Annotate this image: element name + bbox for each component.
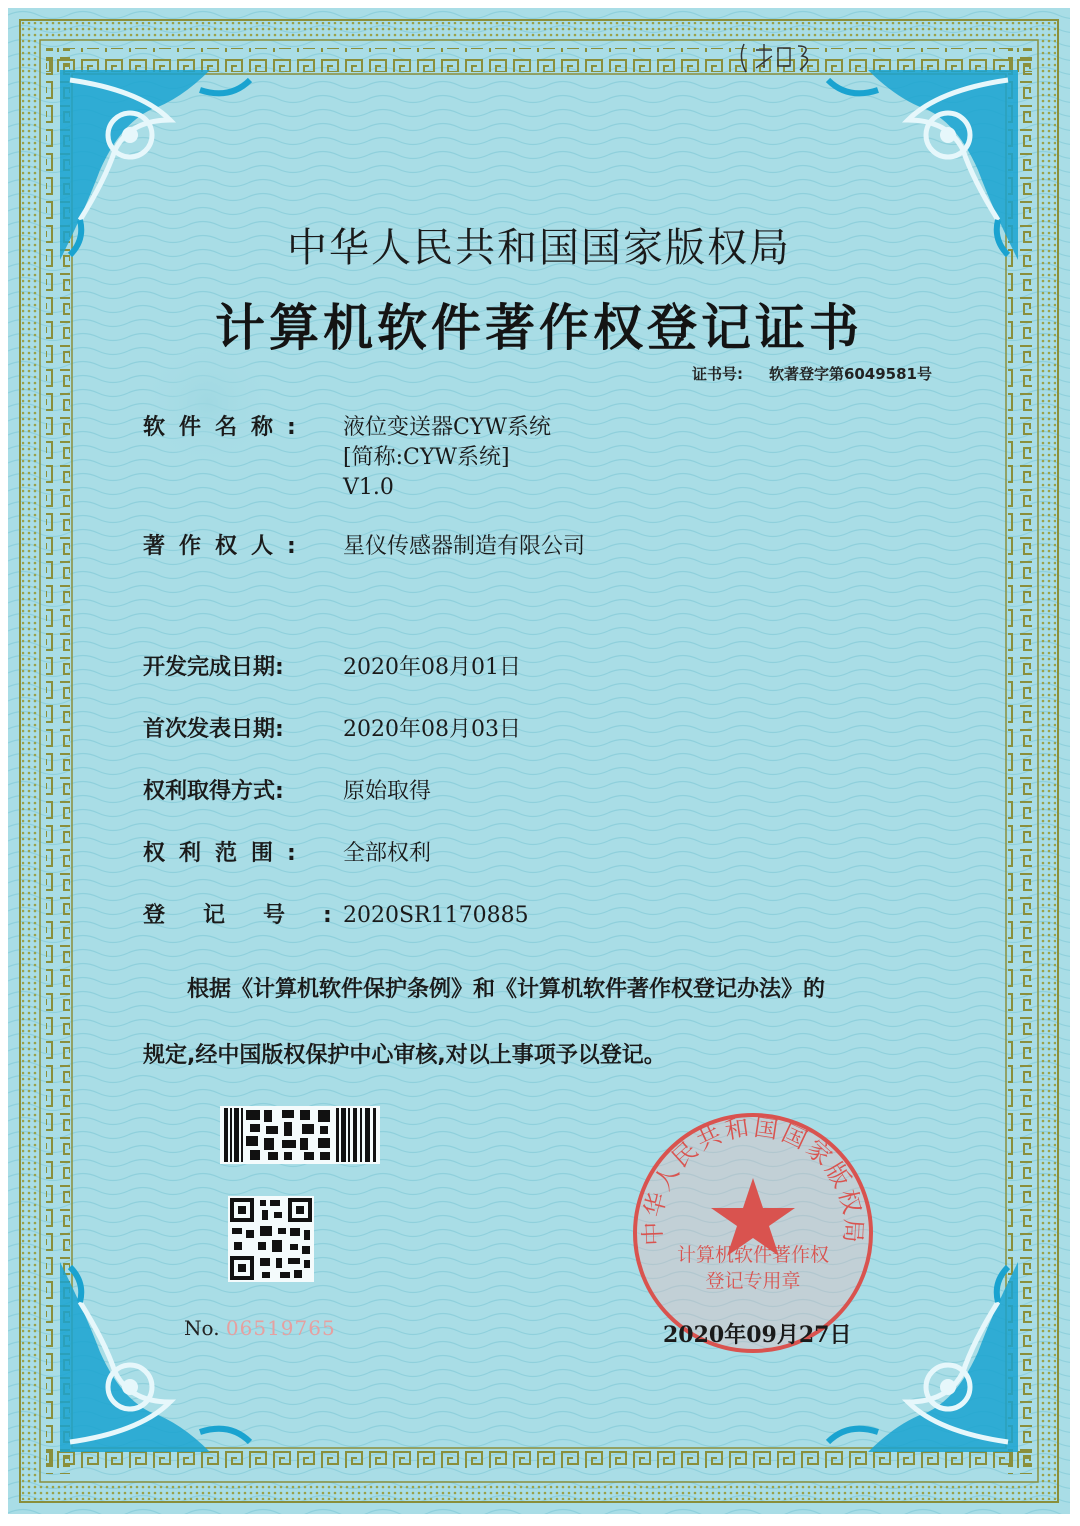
owner-value: 星仪传感器制造有限公司 xyxy=(343,534,586,559)
serial-number xyxy=(184,1316,336,1340)
issuing-authority: 中华人民共和国国家版权局 xyxy=(287,225,791,271)
qr-code-icon xyxy=(228,1196,314,1282)
pub-date-value: 2020年08月03日 xyxy=(343,717,521,742)
software-version: V1.0 xyxy=(343,475,394,500)
registration-value: 2020SR1170885 xyxy=(343,903,529,928)
dev-date-value: 2020年08月01日 xyxy=(343,655,521,680)
legal-text-line2: 规定,经中国版权保护中心审核,对以上事项予以登记。 xyxy=(143,1043,666,1068)
software-name-label: 软件名称: xyxy=(143,415,310,440)
barcode-icon xyxy=(220,1106,380,1164)
software-name-row xyxy=(143,413,551,503)
registration-row xyxy=(143,901,529,931)
software-name-value xyxy=(343,413,551,503)
serial-value: 06519765 xyxy=(225,1316,336,1340)
dev-date-row xyxy=(143,653,521,683)
pub-date-label: 首次发表日期: xyxy=(143,717,284,742)
owner-label: 著作权人: xyxy=(143,534,310,559)
acquisition-row xyxy=(143,777,431,807)
certificate-number-label: 证书号: xyxy=(691,365,743,383)
legal-text-line1: 根据《计算机软件保护条例》和《计算机软件著作权登记办法》的 xyxy=(187,977,826,1002)
certificate-title: 计算机软件著作权登记证书 xyxy=(215,298,863,357)
svg-text:中华人民共和国国家版权局: 中华人民共和国国家版权局 xyxy=(638,1113,868,1247)
pub-date-row xyxy=(143,715,521,745)
scope-value: 全部权利 xyxy=(343,841,432,866)
handwritten-note xyxy=(738,38,818,78)
certificate-sheet xyxy=(8,8,1070,1514)
dev-date-label: 开发完成日期: xyxy=(143,655,284,680)
software-name-line1: 液位变送器CYW系统 xyxy=(343,415,551,440)
corner-ornament-icon xyxy=(60,1262,270,1452)
scope-row xyxy=(143,839,431,869)
certificate-number-value: 软著登字第6049581号 xyxy=(768,365,932,383)
acquisition-label: 权利取得方式: xyxy=(143,779,284,804)
software-name-line2: [简称:CYW系统] xyxy=(343,445,510,470)
owner-row xyxy=(143,532,585,562)
registration-label: 登记号: xyxy=(143,903,370,928)
scope-label: 权利范围: xyxy=(143,841,310,866)
seal-line2: 登记专用章 xyxy=(705,1270,801,1292)
seal-line1: 计算机软件著作权 xyxy=(676,1244,829,1266)
serial-label: No. xyxy=(184,1316,220,1340)
acquisition-value: 原始取得 xyxy=(343,779,432,804)
certificate-number xyxy=(692,363,932,384)
issue-date: 2020年09月27日 xyxy=(663,1322,852,1348)
